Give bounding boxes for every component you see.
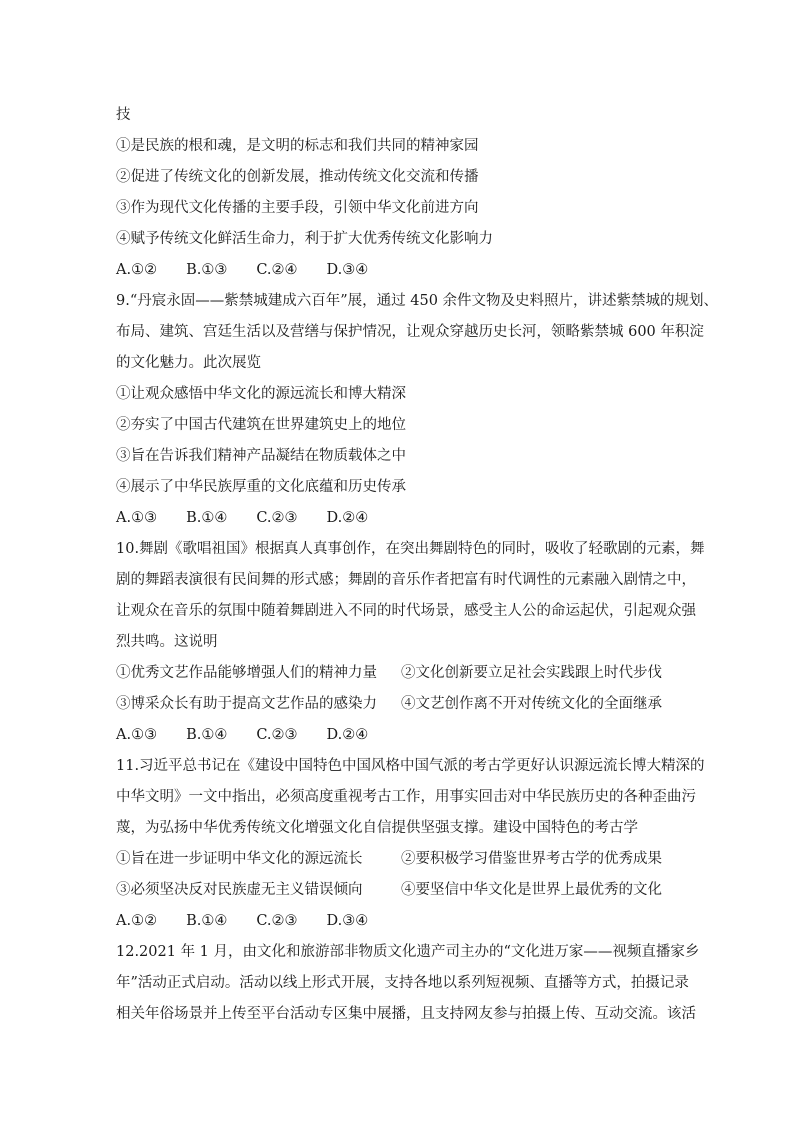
q10-stem-line-1: 10.舞剧《歌唱祖国》根据真人真事创作，在突出舞剧特色的同时，吸收了轻歌剧的元素，舞 — [116, 541, 705, 557]
q9-answer-a: A.①③ — [116, 510, 158, 526]
q8-answer-choices — [116, 258, 686, 289]
q11-answer-c: C.②③ — [256, 913, 298, 929]
q10-options-row-1 — [116, 661, 686, 692]
q11-stem-line-1: 11.习近平总书记在《建设中国特色中国风格中国气派的考古学更好认识源远流长博大精深的 — [116, 758, 705, 774]
q8-answer-d: D.③④ — [326, 262, 369, 278]
q10-option-4: ④文艺创作离不开对传统文化的全面继承 — [401, 696, 662, 712]
q12-stem-line-3: 相关年俗场景并上传至平台活动专区集中展播，且支持网友参与拍摄上传、互动交流。该活 — [116, 1006, 696, 1022]
q9-answer-c: C.②③ — [256, 510, 298, 526]
q11-options-row-2 — [116, 878, 686, 909]
q10-answer-b: B.①④ — [186, 727, 228, 743]
q9-option-3: ③旨在告诉我们精神产品凝结在物质载体之中 — [116, 448, 406, 464]
q11-option-4: ④要坚信中华文化是世界上最优秀的文化 — [401, 882, 662, 898]
q9-option-2: ②夯实了中国古代建筑在世界建筑史上的地位 — [116, 417, 406, 433]
q10-stem-line-2: 剧的舞蹈表演很有民间舞的形式感；舞剧的音乐作者把富有时代调性的元素融入剧情之中， — [116, 572, 696, 588]
q8-option-2: ②促进了传统文化的创新发展，推动传统文化交流和传播 — [116, 169, 479, 185]
q8-answer-c: C.②④ — [256, 262, 298, 278]
q10-option-1: ①优秀文艺作品能够增强人们的精神力量 — [116, 665, 377, 681]
q12-stem-line-2: 年”活动正式启动。活动以线上形式开展，支持各地以系列短视频、直播等方式，拍摄记录 — [116, 975, 689, 991]
q11-answer-d: D.③④ — [326, 913, 369, 929]
q9-option-1: ①让观众感悟中华文化的源远流长和博大精深 — [116, 386, 406, 402]
q10-answer-a: A.①③ — [116, 727, 158, 743]
q10-answer-c: C.②③ — [256, 727, 298, 743]
q9-stem-line-1: 9.“丹宸永固——紫禁城建成六百年”展，通过 450 余件文物及史料照片，讲述紫禁城的规划、 — [116, 293, 719, 309]
q10-stem-line-4: 烈共鸣。这说明 — [116, 634, 218, 650]
q9-answer-b: B.①④ — [186, 510, 228, 526]
q11-option-3: ③必须坚决反对民族虚无主义错误倾向 — [116, 882, 363, 898]
q8-option-3: ③作为现代文化传播的主要手段，引领中华文化前进方向 — [116, 200, 479, 216]
q10-answer-d: D.②④ — [326, 727, 369, 743]
q11-answer-b: B.①④ — [186, 913, 228, 929]
q8-option-4: ④赋予传统文化鲜活生命力，利于扩大优秀传统文化影响力 — [116, 231, 493, 247]
q11-stem-line-3: 蔑，为弘扬中华优秀传统文化增强文化自信提供坚强支撑。建设中国特色的考古学 — [116, 820, 638, 836]
q11-answer-choices — [116, 909, 686, 940]
q10-options-row-2 — [116, 692, 686, 723]
q9-answer-choices — [116, 506, 686, 537]
q11-stem-line-2: 中华文明》一文中指出，必须高度重视考古工作，用事实回击对中华民族历史的各种歪曲污 — [116, 789, 696, 805]
q9-stem-line-2: 布局、建筑、宫廷生活以及营缮与保护情况，让观众穿越历史长河，领略紫禁城 600 年积淀 — [116, 324, 704, 340]
q10-answer-choices — [116, 723, 686, 754]
q9-stem-line-3: 的文化魅力。此次展览 — [116, 355, 261, 371]
q8-option-1: ①是民族的根和魂，是文明的标志和我们共同的精神家园 — [116, 138, 479, 154]
q9-answer-d: D.②④ — [326, 510, 369, 526]
q8-answer-b: B.①③ — [186, 262, 228, 278]
page-content — [116, 103, 719, 1033]
q10-stem-line-3: 让观众在音乐的氛围中随着舞剧进入不同的时代场景，感受主人公的命运起伏，引起观众强 — [116, 603, 696, 619]
q10-option-2: ②文化创新要立足社会实践跟上时代步伐 — [401, 665, 662, 681]
q11-option-2: ②要积极学习借鉴世界考古学的优秀成果 — [401, 851, 662, 867]
q8-stem-tail: 技 — [116, 107, 131, 123]
q8-answer-a: A.①② — [116, 262, 158, 278]
q12-stem-line-1: 12.2021 年 1 月，由文化和旅游部非物质文化遗产司主办的“文化进万家——视频直播家乡 — [116, 944, 700, 960]
q11-option-1: ①旨在进一步证明中华文化的源远流长 — [116, 851, 363, 867]
q11-answer-a: A.①② — [116, 913, 158, 929]
q10-option-3: ③博采众长有助于提高文艺作品的感染力 — [116, 696, 377, 712]
q9-option-4: ④展示了中华民族厚重的文化底蕴和历史传承 — [116, 479, 406, 495]
q11-options-row-1 — [116, 847, 686, 878]
